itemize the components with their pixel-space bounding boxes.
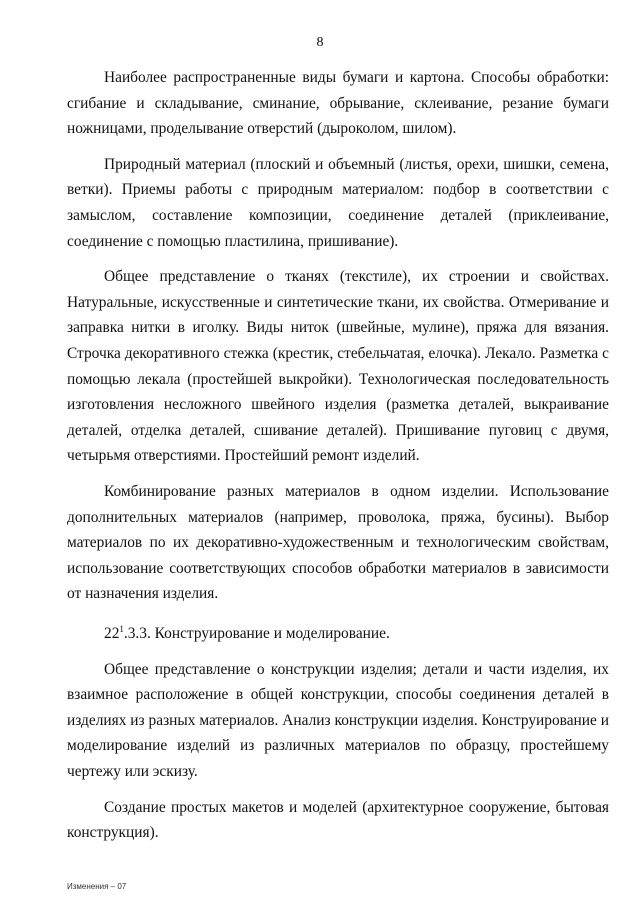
footer-revision-note: Изменения – 07 (67, 882, 127, 891)
paragraph-models: Создание простых макетов и моделей (архитектурное сооружение, бытовая конструкция). (67, 798, 609, 842)
section-heading (67, 617, 609, 647)
paragraph-textiles: Общее представление о тканях (текстиле), их строении и свойствах. Натуральные, искусственные и синтетические ткани, их свойства. Отмеривание и заправка нитки в иголку. Виды ниток (швейные, мулине), пряжа для вязания. Строчка декоративного стежка (крестик, стебельчатая, елочка). Лекало. Разметка с помощью лекала (простейшей выкройки). Технологическая последовательность изготовления несложного швейного изделия (разметка деталей, выкраивание деталей, отделка деталей, сшивание деталей). Пришивание пуговиц с двумя, четырьмя отверстиями. Простейший ремонт изделий. (67, 268, 609, 465)
paragraph-paper-types: Наиболее распространенные виды бумаги и картона. Способы обработки: сгибание и складывание, сминание, обрывание, склеивание, резание бумаги ножницами, проделывание отверстий (дыроколом, шилом). (67, 69, 609, 138)
page-number: 8 (316, 35, 324, 50)
section-heading-prefix: 22 (104, 625, 120, 642)
paragraph-natural-material: Природный материал (плоский и объемный (листья, орехи, шишки, семена, ветки). Приемы работы с природным материалом: подбор в соответствии с замыслом, составление композиции, соединение деталей (приклеивание, соединение с помощью пластилина, пришивание). (67, 155, 609, 250)
paragraph-combining-materials: Комбинирование разных материалов в одном изделии. Использование дополнительных материалов (например, проволока, пряжа, бусины). Выбор материалов по их декоративно-художественным и технологическим свойствам, использование соответствующих способов обработки материалов в зависимости от назначения изделия. (67, 482, 609, 603)
paragraph-construction: Общее представление о конструкции изделия; детали и части изделия, их взаимное расположение в общей конструкции, способы соединения деталей в изделиях из разных материалов. Анализ конструкции изделия. Конструирование и моделирование изделий из различных материалов по образцу, простейшему чертежу или эскизу. (67, 660, 609, 780)
section-heading-superscript: 1 (119, 623, 124, 634)
document-body (67, 65, 609, 856)
section-heading-text: .3.3. Конструирование и моделирование. (123, 625, 390, 642)
